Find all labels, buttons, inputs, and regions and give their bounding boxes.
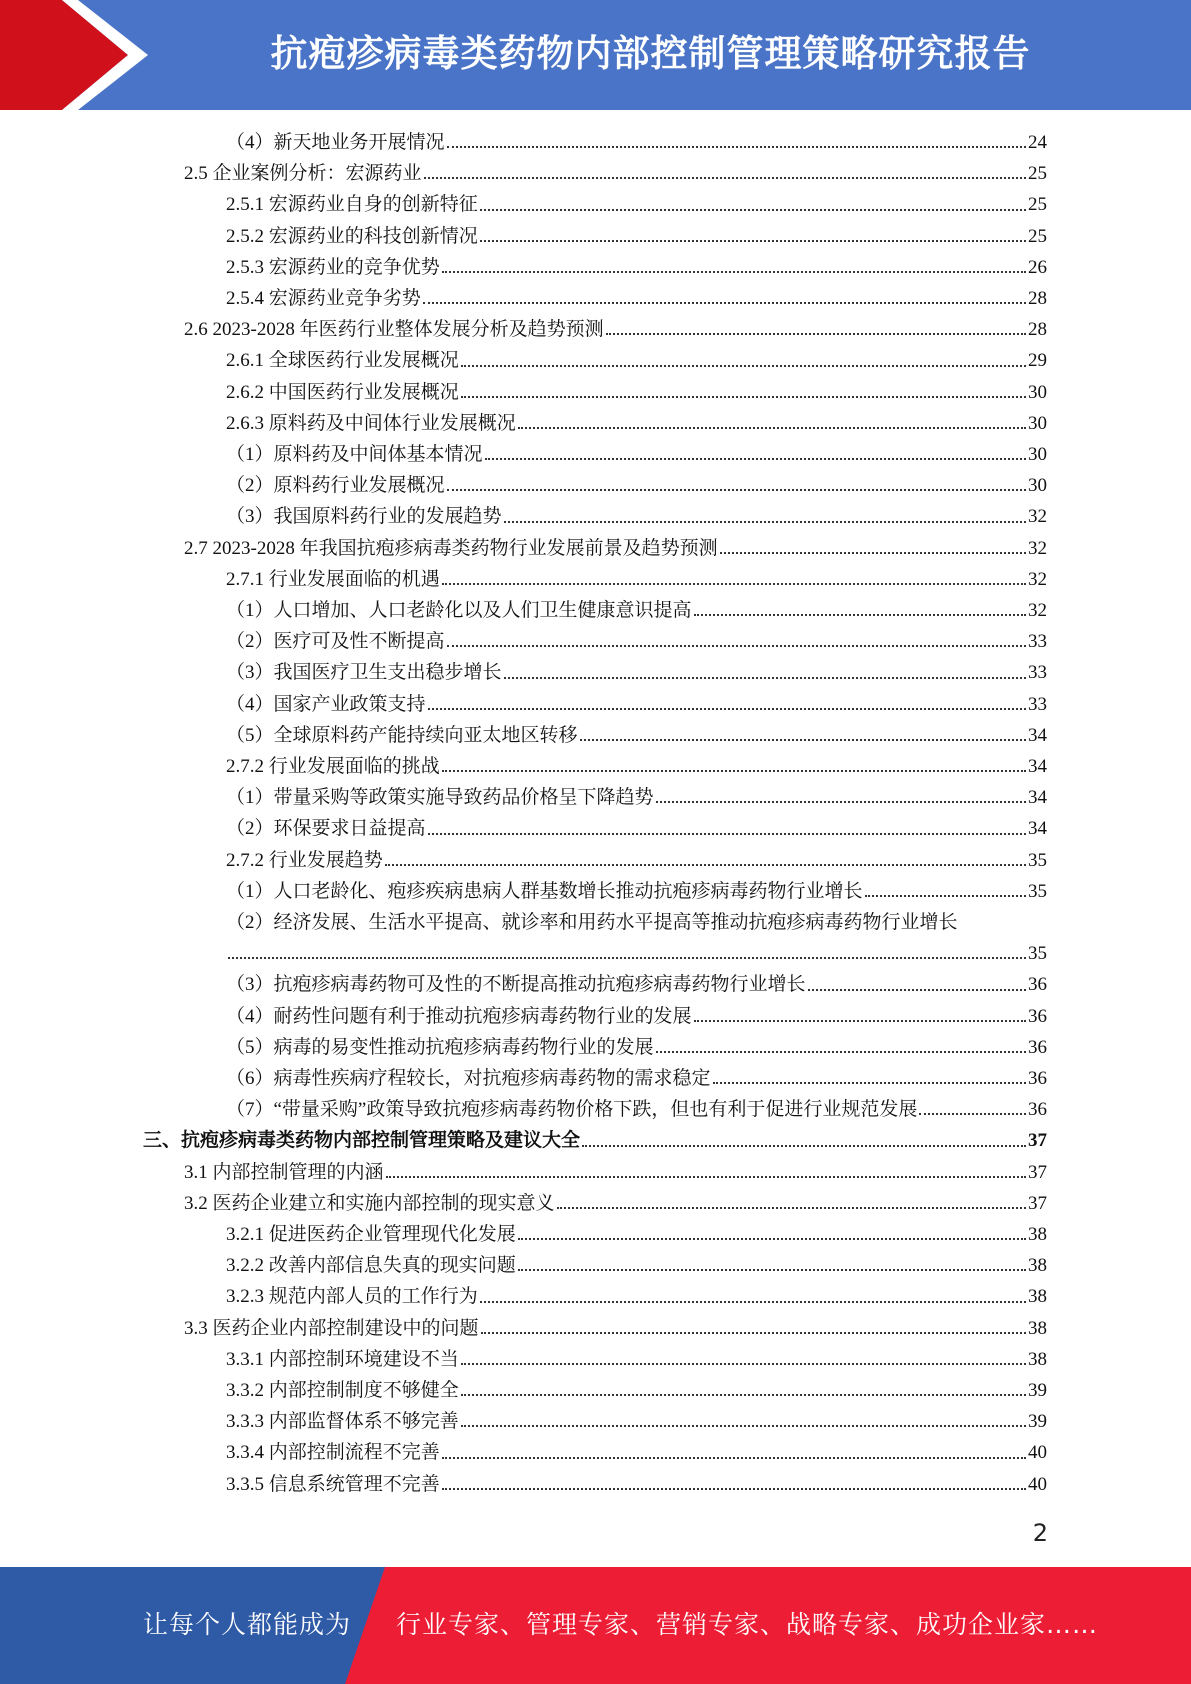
toc-entry-label: （4）耐药性问题有利于推动抗疱疹病毒药物行业的发展 — [226, 1005, 692, 1027]
toc-entry-page: 38 — [1028, 1348, 1047, 1370]
toc-entry-page: 32 — [1028, 537, 1047, 559]
toc-leader-dots — [919, 1112, 1026, 1115]
toc-leader-dots — [518, 426, 1026, 429]
toc-entry-label: 3.2.3 规范内部人员的工作行为 — [226, 1286, 478, 1308]
toc-entry-page: 30 — [1028, 444, 1047, 465]
toc-entry-label: 2.7.2 行业发展趋势 — [226, 849, 383, 871]
toc-leader-dots — [447, 488, 1026, 491]
toc-entry[interactable] — [226, 969, 1047, 1000]
toc-leader-dots — [428, 707, 1026, 710]
toc-entry-label: 3.3 医药企业内部控制建设中的问题 — [184, 1317, 479, 1339]
toc-entry-page: 38 — [1028, 1286, 1047, 1308]
toc-entry-page: 36 — [1028, 1068, 1047, 1089]
toc-leader-dots — [480, 208, 1026, 211]
toc-entry-label: （6）病毒性疾病疗程较长，对抗疱疹病毒药物的需求稳定 — [226, 1068, 711, 1089]
toc-entry[interactable] — [226, 1469, 1047, 1500]
toc-entry-page: 39 — [1028, 1411, 1047, 1433]
toc-entry-label: （5）病毒的易变性推动抗疱疹病毒药物行业的发展 — [226, 1036, 654, 1058]
toc-leader-dots — [228, 956, 1026, 959]
toc-entry-label: 三、抗疱疹病毒类药物内部控制管理策略及建议大全 — [143, 1130, 581, 1152]
toc-leader-dots — [442, 1487, 1026, 1490]
toc-leader-dots — [461, 1362, 1026, 1365]
toc-leader-dots — [808, 988, 1026, 991]
toc-leader-dots — [442, 769, 1026, 772]
toc-entry-page: 28 — [1028, 319, 1047, 341]
toc-entry-label: （4）新天地业务开展情况 — [226, 132, 445, 153]
toc-entry-page: 38 — [1028, 1255, 1047, 1277]
toc-entry-page: 38 — [1028, 1224, 1047, 1245]
toc-entry-label: 2.6.1 全球医药行业发展概况 — [226, 350, 459, 372]
toc-entry-page: 35 — [1028, 880, 1047, 902]
toc-entry-label: （2）环保要求日益提高 — [226, 818, 426, 840]
toc-entry-page: 37 — [1028, 1161, 1047, 1183]
page-number: 2 — [1032, 1519, 1048, 1547]
toc-entry-page: 34 — [1028, 756, 1047, 777]
toc-entry-page: 25 — [1028, 163, 1047, 185]
toc-leader-dots — [656, 1050, 1026, 1053]
toc-entry-page: 36 — [1028, 1036, 1047, 1058]
toc-entry[interactable] — [226, 127, 1047, 158]
toc-entry[interactable] — [226, 283, 1047, 314]
toc-leader-dots — [656, 800, 1026, 803]
toc-entry[interactable] — [226, 1094, 1047, 1125]
toc-entry-label: （5）全球原料药产能持续向亚太地区转移 — [226, 724, 578, 746]
toc-entry-label: （2）原料药行业发展概况 — [226, 475, 445, 497]
toc-entry-page: 25 — [1028, 194, 1047, 216]
footer-slogan: 让每个人都能成为 — [143, 1610, 352, 1639]
toc-entry[interactable] — [226, 564, 1047, 595]
toc-entry-label: 3.2.1 促进医药企业管理现代化发展 — [226, 1224, 516, 1245]
toc-entry[interactable] — [226, 1001, 1047, 1032]
toc-entry-label: 2.5.4 宏源药业竞争劣势 — [226, 288, 421, 309]
toc-leader-dots — [720, 551, 1026, 554]
toc-leader-dots — [694, 613, 1026, 616]
toc-entry[interactable] — [226, 782, 1047, 813]
toc-entry-label: 2.6.2 中国医药行业发展概况 — [226, 381, 459, 403]
toc-entry-label: 2.6.3 原料药及中间体行业发展概况 — [226, 412, 516, 434]
toc-entry[interactable] — [226, 1437, 1047, 1468]
toc-entry-page: 36 — [1028, 974, 1047, 996]
toc-entry-label: 3.3.5 信息系统管理不完善 — [226, 1473, 440, 1495]
toc-leader-dots — [447, 145, 1026, 148]
toc-entry[interactable] — [226, 252, 1047, 283]
toc-entry[interactable] — [143, 1125, 1047, 1156]
toc-entry-page: 37 — [1028, 1130, 1047, 1152]
toc-leader-dots — [447, 644, 1026, 647]
toc-entry-label: （1）人口增加、人口老龄化以及人们卫生健康意识提高 — [226, 600, 692, 621]
toc-entry-page: 32 — [1028, 568, 1047, 590]
toc-entry-page: 30 — [1028, 381, 1047, 403]
footer-roles: 行业专家、管理专家、营销专家、战略专家、成功企业家…… — [396, 1610, 1099, 1639]
toc-entry[interactable] — [226, 221, 1047, 252]
toc-entry[interactable] — [184, 1313, 1047, 1344]
toc-entry[interactable] — [226, 439, 1047, 470]
toc-entry-label: （3）抗疱疹病毒药物可及性的不断提高推动抗疱疹病毒药物行业增长 — [226, 974, 806, 996]
toc-entry[interactable] — [226, 501, 1047, 532]
toc-leader-dots — [428, 832, 1026, 835]
toc-entry-page: 30 — [1028, 412, 1047, 434]
toc-entry[interactable] — [226, 1406, 1047, 1437]
toc-entry-page: 37 — [1028, 1192, 1047, 1214]
toc-entry[interactable] — [226, 595, 1047, 626]
toc-leader-dots — [606, 332, 1026, 335]
toc-leader-dots — [480, 1300, 1026, 1303]
toc-entry-page: 36 — [1028, 1005, 1047, 1027]
toc-entry[interactable] — [226, 876, 1047, 907]
toc-entry-page: 40 — [1028, 1442, 1047, 1464]
toc-entry-label: 3.3.4 内部控制流程不完善 — [226, 1442, 440, 1464]
page-header — [0, 0, 1191, 110]
toc-entry[interactable] — [226, 751, 1047, 782]
toc-entry[interactable] — [226, 938, 1047, 969]
toc-entry[interactable] — [226, 845, 1047, 876]
toc-entry[interactable] — [226, 1219, 1047, 1250]
toc-leader-dots — [442, 582, 1026, 585]
toc-leader-dots — [480, 239, 1026, 242]
toc-entry-label: （3）我国医疗卫生支出稳步增长 — [226, 662, 502, 684]
toc-entry-page: 32 — [1028, 600, 1047, 621]
toc-leader-dots — [582, 1144, 1026, 1147]
toc-leader-dots — [385, 863, 1026, 866]
toc-leader-dots — [713, 1081, 1026, 1084]
toc-entry-page: 33 — [1028, 693, 1047, 715]
toc-entry-label: 2.5 企业案例分析：宏源药业 — [184, 163, 422, 185]
toc-leader-dots — [485, 457, 1026, 460]
toc-entry[interactable] — [226, 1344, 1047, 1375]
toc-leader-dots — [386, 1175, 1026, 1178]
toc-entry[interactable] — [226, 1375, 1047, 1406]
toc-entry-label: 2.7 2023-2028 年我国抗疱疹病毒类药物行业发展前景及趋势预测 — [184, 537, 718, 559]
toc-entry[interactable] — [226, 408, 1047, 439]
toc-leader-dots — [865, 894, 1026, 897]
toc-entry-label: （4）国家产业政策支持 — [226, 693, 426, 715]
toc-entry-label: （3）我国原料药行业的发展趋势 — [226, 506, 502, 528]
toc-entry-page: 28 — [1028, 288, 1047, 309]
toc-leader-dots — [557, 1206, 1026, 1209]
toc-leader-dots — [461, 1393, 1026, 1396]
toc-entry[interactable] — [226, 1063, 1047, 1094]
toc-entry[interactable] — [184, 1188, 1047, 1219]
toc-entry-label: （1）带量采购等政策实施导致药品价格呈下降趋势 — [226, 787, 654, 809]
toc-entry-label: 3.2 医药企业建立和实施内部控制的现实意义 — [184, 1192, 555, 1214]
toc-entry-label: （1）人口老龄化、疱疹疾病患病人群基数增长推动抗疱疹病毒药物行业增长 — [226, 880, 863, 902]
toc-entry-page: 24 — [1028, 132, 1047, 153]
toc-entry-label: 2.7.2 行业发展面临的挑战 — [226, 756, 440, 777]
page-footer — [0, 1567, 1191, 1684]
toc-entry-page: 30 — [1028, 475, 1047, 497]
toc-entry[interactable] — [226, 1250, 1047, 1281]
toc-leader-dots — [442, 270, 1026, 273]
toc-leader-dots — [518, 1237, 1026, 1240]
toc-entry-label: 3.1 内部控制管理的内涵 — [184, 1161, 384, 1183]
toc-leader-dots — [580, 738, 1026, 741]
toc-entry[interactable] — [226, 626, 1047, 657]
toc-entry[interactable] — [226, 657, 1047, 688]
toc-entry-page: 34 — [1028, 818, 1047, 840]
toc-entry-page: 35 — [1028, 943, 1047, 965]
toc-entry-label: 2.5.3 宏源药业的竞争优势 — [226, 256, 440, 278]
toc-entry-page: 36 — [1028, 1099, 1047, 1121]
toc-entry-page: 33 — [1028, 662, 1047, 684]
toc-entry-label: 2.5.2 宏源药业的科技创新情况 — [226, 225, 478, 247]
toc-leader-dots — [461, 1424, 1026, 1427]
toc-entry-label: （2）医疗可及性不断提高 — [226, 631, 445, 653]
toc-entry[interactable] — [184, 533, 1047, 564]
toc-entry-page: 34 — [1028, 787, 1047, 809]
toc-leader-dots — [694, 1019, 1026, 1022]
toc-leader-dots — [504, 520, 1026, 523]
toc-entry-page: 25 — [1028, 225, 1047, 247]
toc-leader-dots — [518, 1268, 1026, 1271]
toc-entry-label: 2.5.1 宏源药业自身的创新特征 — [226, 194, 478, 216]
toc-entry-label: （1）原料药及中间体基本情况 — [226, 444, 483, 465]
toc-leader-dots — [461, 364, 1026, 367]
toc-entry-page: 34 — [1028, 724, 1047, 746]
toc-entry[interactable] — [226, 813, 1047, 844]
toc-leader-dots — [423, 301, 1026, 304]
toc-entry-label: 2.7.1 行业发展面临的机遇 — [226, 568, 440, 590]
toc-entry[interactable] — [226, 189, 1047, 220]
toc-entry[interactable] — [226, 1032, 1047, 1063]
toc-entry-label: 3.2.2 改善内部信息失真的现实问题 — [226, 1255, 516, 1277]
toc-entry[interactable] — [226, 1281, 1047, 1312]
toc-leader-dots — [442, 1456, 1026, 1459]
toc-entry-page: 40 — [1028, 1473, 1047, 1495]
toc-entry-page: 32 — [1028, 506, 1047, 528]
toc-entry[interactable] — [226, 720, 1047, 751]
toc-entry-page: 29 — [1028, 350, 1047, 372]
toc-entry[interactable] — [184, 314, 1047, 345]
toc-entry-label: 3.3.1 内部控制环境建设不当 — [226, 1348, 459, 1370]
toc-entry-page: 35 — [1028, 849, 1047, 871]
toc-entry[interactable] — [184, 158, 1047, 189]
toc-entry-page: 33 — [1028, 631, 1047, 653]
toc-entry[interactable] — [226, 377, 1047, 408]
toc-entry-label: （7）“带量采购”政策导致抗疱疹病毒药物价格下跌，但也有利于促进行业规范发展 — [226, 1099, 918, 1121]
toc-entry[interactable] — [226, 345, 1047, 376]
toc-entry-page: 26 — [1028, 256, 1047, 278]
toc-entry-label: 3.3.3 内部监督体系不够完善 — [226, 1411, 459, 1433]
toc-entry[interactable] — [184, 1157, 1047, 1188]
toc-entry-page: 38 — [1028, 1317, 1047, 1339]
toc-entry-label: 3.3.2 内部控制制度不够健全 — [226, 1380, 459, 1401]
toc-entry[interactable] — [226, 689, 1047, 720]
toc-leader-dots — [481, 1331, 1026, 1334]
toc-entry-page: 39 — [1028, 1380, 1047, 1401]
toc-entry-label: （2）经济发展、生活水平提高、就诊率和用药水平提高等推动抗疱疹病毒药物行业增长 — [226, 912, 958, 933]
toc-entry[interactable] — [226, 470, 1047, 501]
toc-entry-label: 2.6 2023-2028 年医药行业整体发展分析及趋势预测 — [184, 319, 604, 341]
toc-leader-dots — [461, 395, 1026, 398]
toc-leader-dots — [424, 176, 1026, 179]
toc-leader-dots — [504, 676, 1026, 679]
report-title: 抗疱疹病毒类药物内部控制管理策略研究报告 — [270, 32, 1031, 75]
toc-entry[interactable] — [226, 907, 1047, 938]
